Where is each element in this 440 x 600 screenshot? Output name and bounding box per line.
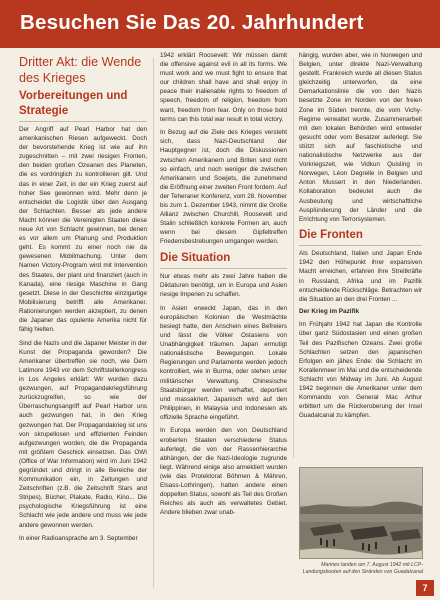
paragraph: Sind die Nazis und die Japaner Meister in der Kunst der Propaganda geworden? Die Amerikaner übertreffen sie noch, wie Dem Latimore 1943 vor dem Schriftstellerkongress in Los Angeles erklärt: Wir wurden dazu gezwungen, auf Propagandakriegsführung zurückzugreifen, so wie der Überraschungsangriff auf Pearl Harbor uns auch gezwungen hat, in den Krieg gezwungen hat. Der Propagandakrieg ist uns von skrupellosen und effizienten Feinden aufgezwungen worden, die die Propaganda mit größtem Geschick einsetzen. Das OWI (Office of War Information) wird im Juni 1942 gegründet und dringt in alle Bereiche der Kommunikation ein, in Zeitungen und Zeitschriften (z.B. die Zeitschrift Stars and Stripes), Bücher, Plakate, Radio, Kino... Die psychologische Kriegsführung ist eine Schlacht wie jede andere und muss wie jede andere gewonnen werden. xyxy=(19,339,147,529)
paragraph: 1942 erklärt Roosevelt: Wir müssen damit die offensive against evil in all its forms. We must work and we must fight to ensure that our children shall have and shall enjoy in peace their inalienable rights to freedom of speech, freedom of religion, freedom from want, freedom from fear. Only on those bold terms can this total war result in total victory. xyxy=(160,52,287,123)
column-2 xyxy=(160,51,287,522)
paragraph: In Europa werden den von Deutschland eroberten Staaten verschiedene Status auferlegt, die von der Rassenhierarchie abhängen, der die Nazi-Ideologie zugrunde liegt. Während einige also annektiert wurden (wie das Protektorat Böhmen & Mähren, Elsass-Lothringen), hatten andere einen doppelten Status, sowohl als Teil des Großen Reiches als auch als verwaltetes Gebiet. Andere blieben zwar unab- xyxy=(160,427,287,517)
column-divider xyxy=(293,58,294,458)
page-number: 7 xyxy=(416,580,434,596)
subheading-pazifik: Der Krieg im Pazifik xyxy=(299,308,360,316)
paragraph: Im Frühjahr 1942 hat Japan die Kontrolle über ganz Südostasien und einen großen Teil des Pazifischen Ozeans. Zwei große Schlachten setzen den japanischen Erfolgen ein jähes Ende: die Schlacht im Korallenmeer im Mai und die entscheidende Schlacht von Midway im Juni. Ab August 1942 beginnen die Amerikaner unter dem Kommando von General Mac Arthur erbittert um die Rückeroberung der Insel Guadalcanal zu kämpfen. xyxy=(299,321,422,420)
paragraph: In einer Radioansprache am 3. September xyxy=(19,535,138,543)
column-3 xyxy=(299,51,422,425)
guadalcanal-photo xyxy=(299,467,423,559)
column-divider xyxy=(153,58,154,588)
paragraph: In Bezug auf die Ziele des Krieges versteht sich, dass Nazi-Deutschland der Hauptgegner ist, doch die Diskussionen zwischen Amerikanern und Briten sind nicht so einfach, und noch weniger die zwischen Amerikanern und Sowjets, die zunehmend die Eröffnung einer zweiten Front fordern. Auf der Teheraner Konferenz, vom 28. November bis zum 1. Dezember 1943, nimmt die Große Allianz zwischen Churchill, Roosevelt und Stalin schließlich konkrete Formen an, auch wenn bei diesem Gipfeltreffen Friedensbestrebungen umgangen werden. xyxy=(160,129,287,246)
paragraph: In Asien erweckt Japan, das in den europäischen Kolonien die Westmächte besiegt hatte, den Anschein eines Befreiers und lässt die Völker Ostasiens von Unabhängigkeit träumen. Japan ermutigt nationalistische Bewegungen. Lokale Regierungen und Parlamente werden jedoch kontrolliert, wie in Burma, oder stehen unter militärischer Verwaltung. Chinesische Staatsbürger werden verhaftet, deportiert und massakriert. Japanisch wird auf den Philippinen, in Malaysia und Indonesien als offizielle Sprache eingeführt. xyxy=(160,304,287,421)
column-1 xyxy=(19,54,147,548)
section-heading-strategie: Vorbereitungen und Strategie xyxy=(19,89,147,122)
paragraph: hängig, wurden aber, wie in Norwegen und Belgien, unter direkte Nazi-Verwaltung gestellt. Frankreich wurde all diesen Status gleichzeitig unterworfen, da eine Demarkationslinie die von den Nazis besetzte Zone im Norden von der freien Zone im Süden trennte, die vom Vichy-Regime verwaltet wurde. Zusammenarbeit mit den lokalen Behörden wird entweder gesucht oder vom Besatzer auferlegt. Sie stützt sich auf faschistische und nationalistische Netzwerke aus der Vorkriegszeit, wie Vidkun Quisling in Norwegen, Léon Degrelle in Belgien und Anton Mussert in den Niederlanden. Kollaboration bedeutet auch die Ausbeutung und wirtschaftliche Ausplünderung der Länder und die Errichtung von Terrorsystemen. xyxy=(299,52,422,223)
paragraph: Nur etwas mehr als zwei Jahre haben die Diktaturen benötigt, um in Europa und Asien riesige Imperien zu schaffen. xyxy=(160,272,287,299)
section-heading-situation: Die Situation xyxy=(160,251,287,269)
landing-photo-illustration xyxy=(300,468,423,559)
paragraph: Der Angriff auf Pearl Harbor hat den amerikanischen Riesen aufgeweckt. Doch der bevorstehende Krieg ist wie auf ihn zugeschnitten – mit zwei riesigen Fronten, den beiden großen Ozeanen des Planeten, die es vordringlich zu kontrollieren gilt. Und das in einer Zeit, in der ein Krieg zuerst auf hoher See gewonnen wird. Mehr denn je entscheidet die Logistik über den Ausgang der Schlachten. Besser als jede andere Macht können die Vereinigten Staaten diese neue Art von Schlacht gewinnen, bei denen es vor allem um Planung und Produktion geht. Es kommt zu einer noch nie da gewesenen Mobilmachung. Unter dem Namen Victory-Program wird mit Intervention des Staates, der plant und finanziert (auch in Kanada), eine riesige Maschine in Gang gesetzt. Diese in der Geschichte einzigartige Mobilisierung betrifft alle Amerikaner. Rationierungen werden akzeptiert, zu denen die Japaner das opulente Amerika nicht für fähig hielten. xyxy=(19,126,147,334)
article-kicker: Dritter Akt: die Wende des Krieges xyxy=(19,55,142,85)
banner-title: Besuchen Sie Das 20. Jahrhundert xyxy=(20,11,364,34)
section-heading-fronten: Die Fronten xyxy=(299,228,422,246)
photo-caption: Marines landen am 7. August 1942 mit LCP-Landungsbooten auf den Stränden von Guadalcanal xyxy=(302,562,423,575)
paragraph: Als Deutschland, Italien und Japan Ende 1942 den Höhepunkt ihrer expansiven Macht erreichen, erfahren ihre Streitkräfte in Russland, Afrika und im Pazifik entscheidende Rückschläge. Betrachten wir die Situation an den drei Fronten ... xyxy=(299,250,422,303)
page-banner xyxy=(0,0,440,48)
